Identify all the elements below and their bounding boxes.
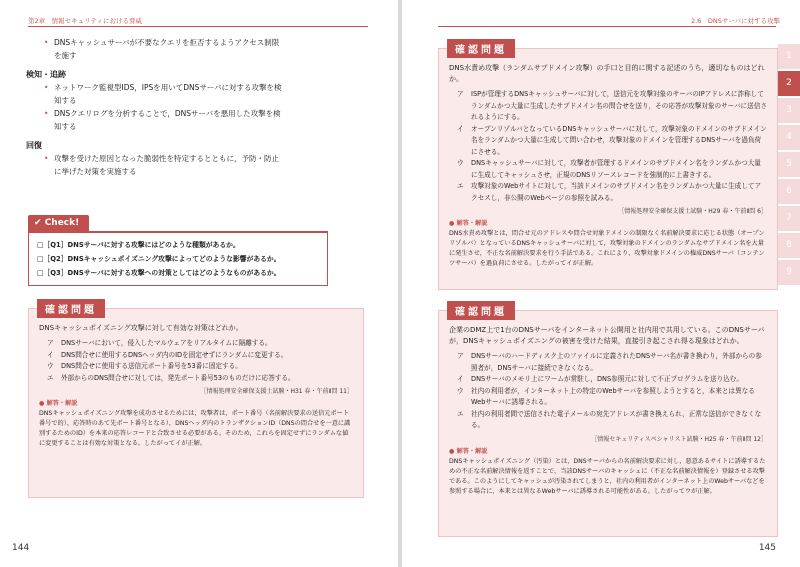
quiz-answer bbox=[39, 399, 353, 449]
right-page bbox=[402, 0, 800, 567]
chapter-tab[interactable]: 3 bbox=[778, 98, 800, 123]
list-item: • 攻撃を受けた原因となった脆弱性を特定するとともに，予防・防止に挙げた対策を実施する bbox=[44, 152, 284, 178]
left-body-text bbox=[26, 36, 284, 178]
chapter-tab[interactable]: 8 bbox=[778, 233, 800, 258]
check-item: □［Q2］DNSキャッシュポイズニング攻撃によってどのような影響があるか。 bbox=[37, 255, 281, 263]
quiz-option: イ DNSサーバのメモリ上にワームが常駐し，DNS参照元に対して不正プログラムを送り込む。 bbox=[457, 375, 743, 383]
quiz-option: ア DNSサーバにおいて，侵入したマルウェアをリアルタイムに隔離する。 bbox=[47, 339, 272, 347]
quiz-title: 確認問題 bbox=[37, 299, 105, 318]
list-item: • DNSキャッシュサーバが不要なクエリを拒否するようアクセス制限を施す bbox=[44, 36, 284, 62]
quiz-right-2 bbox=[438, 307, 778, 537]
quiz-answer bbox=[449, 219, 767, 269]
check-box bbox=[28, 210, 328, 286]
check-list bbox=[28, 231, 328, 286]
list-item: • ネットワーク監視型IDS，IPSを用いてDNSサーバに対する攻撃を検知する bbox=[44, 81, 284, 107]
quiz-option: ウ 社内の利用者が，インターネット上の特定のWebサーバを参照しようとすると，本来とは異なるWebサーバに誘導される。 bbox=[457, 386, 755, 406]
page-number: 144 bbox=[12, 543, 30, 553]
section-title-detect: 検知・追跡 bbox=[26, 70, 66, 79]
chapter-tab[interactable]: 1 bbox=[778, 44, 800, 69]
left-page bbox=[0, 0, 398, 567]
chapter-tab-active[interactable]: 2 bbox=[778, 71, 800, 96]
quiz-option: ウ DNS問合せに使用する送信元ポート番号を53番に固定する。 bbox=[47, 362, 242, 370]
chapter-tab[interactable]: 6 bbox=[778, 179, 800, 204]
section-title-recovery: 回復 bbox=[26, 141, 42, 150]
quiz-left bbox=[28, 305, 364, 498]
chapter-tabs bbox=[778, 44, 800, 287]
check-item: □［Q1］DNSサーバに対する攻撃にはどのような種類があるか。 bbox=[37, 241, 240, 249]
chapter-tab[interactable]: 7 bbox=[778, 206, 800, 231]
check-item: □［Q3］DNSサーバに対する攻撃への対策としてはどのようなものがあるか。 bbox=[37, 269, 281, 277]
chapter-tab[interactable]: 9 bbox=[778, 260, 800, 285]
answer-text: DNS水責め攻撃とは，問合せ元のアドレスや問合せ対象ドメインの制限なく名前解決要求に応じる状態（オープンリゾルバ）となっているDNSキャッシュサーバに対して，攻撃対象のドメインのランダムなサブドメイン名を大量に発生させ，不正な名前解決要求を行う手法である。これにより，攻撃対象ドメインの権威DNSサーバ（コンテンツサーバ）を過負荷にさせる。したがってイが正解。 bbox=[449, 230, 765, 267]
quiz-option: イ オープンリゾルバとなっているDNSキャッシュサーバに対して，攻撃対象のドメインのサブドメイン名をランダムかつ大量に生成して問い合わせ，攻撃対象のドメインを管理するDNSサーバを過負荷にさせる。 bbox=[457, 124, 767, 156]
page-number: 145 bbox=[758, 543, 776, 553]
quiz-option: エ 攻撃対象のWebサイトに対して，当該ドメインのサブドメイン名をランダムかつ大量に生成してアクセスし，非公開のWebページの参照を試みる。 bbox=[457, 182, 762, 202]
chapter-header: 第2章 情報セキュリティにおける脅威 bbox=[28, 17, 142, 25]
check-mark-icon: ✔ bbox=[34, 218, 45, 228]
answer-heading: ● 解答・解説 bbox=[39, 400, 78, 407]
quiz-option: エ 外部からのDNS問合せに対しては，発先ポート番号53のものだけに応答する。 bbox=[47, 373, 295, 382]
quiz-question: 企業のDMZ上で1台のDNSサーバをインターネット公開用と社内用で共用している。このDNSサーバが，DNSキャッシュポイズニングの被害を受けた結果，直接引き起こされ得る現象はどれか。 bbox=[449, 326, 765, 345]
header-rule bbox=[28, 26, 368, 27]
quiz-option: ア ISPが管理するDNSキャッシュサーバに対して，送信元を攻撃対象のサーバのIPアドレスに詐称してランダムかつ大量に生成したサブドメイン名の問合せを送り，その応答が攻撃対象のサーバに送信されるようにする。 bbox=[457, 90, 767, 121]
answer-heading: ● 解答・解説 bbox=[449, 220, 488, 227]
quiz-option: エ 社内の利用者間で送信された電子メールの宛先アドレスが書き換えられ，正常な送信ができなくなる。 bbox=[457, 409, 762, 429]
list-item: • DNSクエリログを分析することで，DNSサーバを悪用した攻撃を検知する bbox=[44, 107, 284, 133]
quiz-title: 確認問題 bbox=[447, 301, 515, 320]
quiz-right-1 bbox=[438, 45, 778, 290]
chapter-tab[interactable]: 4 bbox=[778, 125, 800, 150]
quiz-question: DNS水責め攻撃（ランダムサブドメイン攻撃）の手口と目的に関する記述のうち，適切なものはどれか。 bbox=[449, 64, 765, 83]
answer-text: DNSキャッシュポイズニング（汚染）とは，DNSサーバからの名前解決要求に対し，悪意あるサイトに誘導するための不正な名前解決情報を返すことで，当該DNSサーバのキャッシュに（不正な名前解決情報を）登録させる攻撃である。このようにしてキャッシュが汚染されてしまうと，社内の利用者がインターネット上のWebサーバなどを参照する場合に，本来とは異なるWebサーバに誘導される可能性がある。したがってウが正解。 bbox=[449, 457, 766, 495]
quiz-answer bbox=[449, 447, 767, 497]
header-rule bbox=[438, 26, 776, 27]
quiz-source: ［情報セキュリティスペシャリスト試験・H25 春・午前Ⅱ問 12］ bbox=[591, 435, 767, 443]
answer-heading: ● 解答・解説 bbox=[449, 447, 488, 455]
quiz-source: ［情報処理安全確保支援士試験・H31 春・午前Ⅱ問 11］ bbox=[200, 388, 353, 395]
quiz-options bbox=[47, 338, 353, 384]
quiz-title: 確認問題 bbox=[447, 39, 515, 58]
chapter-tab[interactable]: 5 bbox=[778, 152, 800, 177]
quiz-option: ア DNSサーバのハードディスク上のファイルに定義されたDNSサーバ名が書き換わり，外部からの参照者が，DNSサーバに接続できなくなる。 bbox=[457, 352, 762, 372]
check-title: ✔ Check! bbox=[28, 215, 89, 231]
quiz-source: ［情報処理安全確保支援士試験・H29 春・午前Ⅱ問 6］ bbox=[618, 208, 767, 215]
section-header: 2.6 DNSサーバに対する攻撃 bbox=[690, 17, 780, 25]
quiz-question: DNSキャッシュポイズニング攻撃に対して有効な対策はどれか。 bbox=[39, 324, 243, 332]
answer-text: DNSキャッシュポイズニング攻撃を成功させるためには，攻撃者は，ポート番号（名前解決要求の送信元ポート番号で的），応答時のあて先ポート番号となる），DNSヘッダ内のトランザクションID（DNSの問合せを一意に識別するためのID）を本来の応答レコードと合致させる必要がある。そのため，これらを固定せずにランダムな値に変更することは有効な対策となる。したがってイが正解。 bbox=[39, 410, 351, 447]
quiz-option: イ DNS問合せに使用するDNSヘッダ内のIDを固定せずにランダムに変更する。 bbox=[47, 350, 288, 359]
quiz-options bbox=[457, 351, 767, 432]
quiz-options bbox=[457, 89, 767, 204]
quiz-option: ウ DNSキャッシュサーバに対して，攻撃者が管理するドメインのサブドメイン名をランダムかつ大量に生成してキャッシュさせ，正規のDNSリソースレコードを強制的に上書きする。 bbox=[457, 159, 761, 179]
